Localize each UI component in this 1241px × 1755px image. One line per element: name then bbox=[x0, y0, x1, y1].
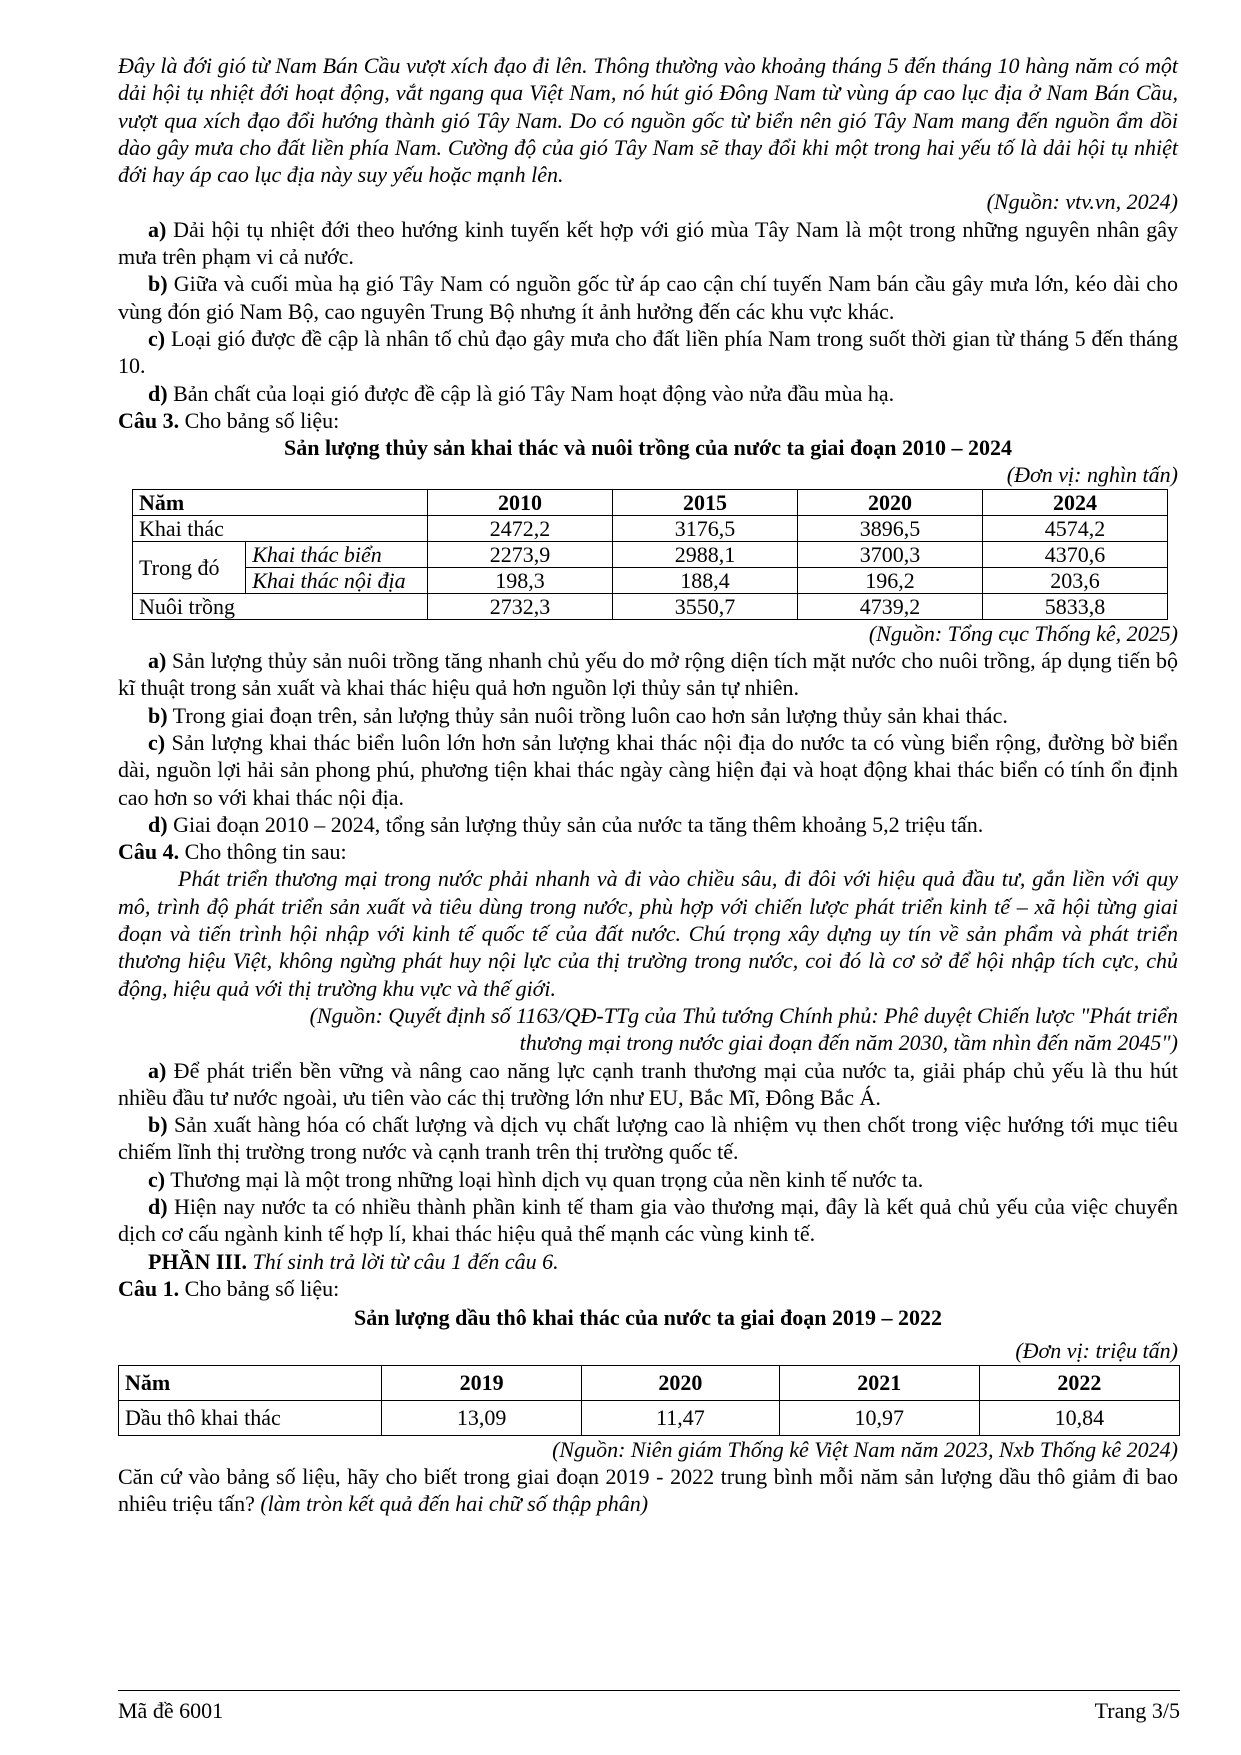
option-text: Giai đoạn 2010 – 2024, tổng sản lượng thủy sản của nước ta tăng thêm khoảng 5,2 triệu tấn. bbox=[167, 811, 984, 837]
table-cell: 3700,3 bbox=[798, 541, 983, 567]
table-cell: 2988,1 bbox=[613, 541, 798, 567]
table-cell: 2732,3 bbox=[428, 593, 613, 619]
p3q1-heading bbox=[118, 1275, 1178, 1302]
q3-unit: (Đơn vị: nghìn tấn) bbox=[1006, 462, 1178, 488]
table-row bbox=[133, 567, 1168, 593]
question-intro: Cho bảng số liệu: bbox=[179, 1275, 340, 1301]
exam-page bbox=[118, 52, 1178, 1518]
q3-option-d bbox=[118, 811, 1178, 838]
option-text: Dải hội tụ nhiệt đới theo hướng kinh tuyến kết hợp với gió mùa Tây Nam là một trong những nguyên nhân gây mưa trên phạm vi cả nước. bbox=[118, 216, 1178, 270]
table-cell: 13,09 bbox=[382, 1400, 582, 1435]
q3-source: (Nguồn: Tổng cục Thống kê, 2025) bbox=[868, 620, 1178, 646]
q4-option-d bbox=[118, 1193, 1178, 1248]
option-text: Sản lượng thủy sản nuôi trồng tăng nhanh chủ yếu do mở rộng diện tích mặt nước cho nuôi trồng, áp dụng tiến bộ kĩ thuật trong sản xuất và khai thác hiệu quả hơn nguồn lợi thủy sản tự nhiên. bbox=[118, 648, 1178, 701]
page-footer bbox=[118, 1698, 1180, 1724]
option-label: d) bbox=[148, 1193, 168, 1219]
q3-heading bbox=[118, 407, 1178, 434]
page-number: Trang 3/5 bbox=[1094, 1698, 1180, 1723]
table-cell: 5833,8 bbox=[983, 593, 1168, 619]
question-hint: (làm tròn kết quả đến hai chữ số thập phân) bbox=[254, 1491, 649, 1517]
q4-option-a bbox=[118, 1057, 1178, 1112]
question-text: Căn cứ vào bảng số liệu, hãy cho biết trong giai đoạn 2019 - 2022 trung bình mỗi năm sản lượng dầu thô giảm đi bao nhiêu triệu tấn? bbox=[118, 1464, 1178, 1517]
option-label: b) bbox=[148, 271, 168, 297]
part3-heading bbox=[118, 1248, 1178, 1275]
table-row bbox=[133, 515, 1168, 541]
option-text: Hiện nay nước ta có nhiều thành phần kinh tế tham gia vào thương mại, đây là kết quả chủ yếu của việc chuyển dịch cơ cấu ngành kinh tế hợp lí, khai thác hiệu quả thế mạnh các vùng kinh tế. bbox=[118, 1193, 1178, 1247]
option-text: Bản chất của loại gió được đề cập là gió Tây Nam hoạt động vào nửa đầu mùa hạ. bbox=[167, 380, 895, 406]
question-label: Câu 3. bbox=[118, 407, 180, 433]
table-row bbox=[133, 593, 1168, 619]
q2-option-a bbox=[118, 216, 1178, 271]
option-label: b) bbox=[148, 702, 168, 728]
table-cell: 4739,2 bbox=[798, 593, 983, 619]
table-cell: 3176,5 bbox=[613, 515, 798, 541]
question-intro: Cho thông tin sau: bbox=[179, 839, 347, 865]
table-cell: 196,2 bbox=[798, 567, 983, 593]
option-text: Thương mại là một trong những loại hình dịch vụ quan trọng của nền kinh tế nước ta. bbox=[165, 1166, 924, 1192]
option-label: d) bbox=[148, 380, 168, 406]
table-header-row bbox=[119, 1365, 1180, 1400]
table-cell: 10,97 bbox=[779, 1400, 979, 1435]
table-cell: 11,47 bbox=[582, 1400, 780, 1435]
q4-option-b bbox=[118, 1111, 1178, 1166]
table-cell: 3896,5 bbox=[798, 515, 983, 541]
option-label: c) bbox=[148, 729, 166, 755]
q2-passage: Đây là đới gió từ Nam Bán Cầu vượt xích đạo đi lên. Thông thường vào khoảng tháng 5 đến tháng 10 hàng năm có một dải hội tụ nhiệt đới hoạt động, vắt ngang qua Việt Nam, nó hút gió Đông Nam từ vùng áp cao lục địa ở Nam Bán Cầu, vượt qua xích đạo đổi hướng thành gió Tây Nam. Do có nguồn gốc từ biển nên gió Tây Nam mang đến nguồn ẩm dồi dào gây mưa cho đất liền phía Nam. Cường độ của gió Tây Nam sẽ thay đổi khi một trong hai yếu tố là dải hội tụ nhiệt đới hay áp cao lục địa này suy yếu hoặc mạnh lên. bbox=[118, 53, 1178, 188]
q3-table bbox=[132, 489, 1168, 620]
table-cell: 2273,9 bbox=[428, 541, 613, 567]
table-row-label: Khai thác biển bbox=[246, 541, 428, 567]
table-header-cell: Năm bbox=[133, 489, 428, 515]
p3q1-source: (Nguồn: Niên giám Thống kê Việt Nam năm 2023, Nxb Thống kê 2024) bbox=[552, 1436, 1178, 1462]
table-header-cell: 2021 bbox=[779, 1365, 979, 1400]
part-label: PHẦN III. bbox=[148, 1248, 248, 1274]
question-label: Câu 1. bbox=[118, 1275, 180, 1301]
p3q1-table-title: Sản lượng dầu thô khai thác của nước ta giai đoạn 2019 – 2022 bbox=[353, 1305, 943, 1331]
table-cell: 4370,6 bbox=[983, 541, 1168, 567]
q4-heading bbox=[118, 838, 1178, 865]
q4-source-line1: (Nguồn: Quyết định số 1163/QĐ-TTg của Thủ tướng Chính phủ: Phê duyệt Chiến lược "Phát triển bbox=[309, 1002, 1178, 1028]
question-intro: Cho bảng số liệu: bbox=[179, 407, 340, 433]
q3-option-a bbox=[118, 647, 1178, 702]
option-text: Trong giai đoạn trên, sản lượng thủy sản nuôi trồng luôn cao hơn sản lượng thủy sản khai thác. bbox=[167, 702, 1008, 728]
option-text: Giữa và cuối mùa hạ gió Tây Nam có nguồn gốc từ áp cao cận chí tuyến Nam bán cầu gây mưa lớn, kéo dài cho vùng đón gió Nam Bộ, cao nguyên Trung Bộ nhưng ít ảnh hưởng đến các khu vực khác. bbox=[118, 271, 1178, 324]
table-header-cell: 2024 bbox=[983, 489, 1168, 515]
option-label: a) bbox=[148, 216, 167, 242]
table-cell: 203,6 bbox=[983, 567, 1168, 593]
q3-option-b bbox=[118, 702, 1178, 729]
option-label: c) bbox=[148, 325, 166, 351]
option-text: Để phát triển bền vững và nâng cao năng lực cạnh tranh thương mại của nước ta, giải pháp chủ yếu là thu hút nhiều đầu tư nước ngoài, ưu tiên vào các thị trường lớn như EU, Bắc Mĩ, Đông Bắc Á. bbox=[118, 1057, 1178, 1110]
part-instruction: Thí sinh trả lời từ câu 1 đến câu 6. bbox=[247, 1248, 559, 1274]
table-row-label: Nuôi trồng bbox=[133, 593, 428, 619]
table-header-cell: 2019 bbox=[382, 1365, 582, 1400]
table-cell: 10,84 bbox=[979, 1400, 1179, 1435]
exam-code: Mã đề 6001 bbox=[118, 1698, 224, 1723]
option-text: Sản lượng khai thác biển luôn lớn hơn sản lượng khai thác nội địa do nước ta có vùng biển rộng, đường bờ biển dài, nguồn lợi hải sản phong phú, phương tiện khai thác ngày càng hiện đại và hoạt động khai thác biển có tính ổn định cao hơn so với khai thác nội địa. bbox=[118, 729, 1178, 810]
table-row bbox=[119, 1400, 1180, 1435]
option-text: Sản xuất hàng hóa có chất lượng và dịch vụ chất lượng cao là nhiệm vụ then chốt trong việc hướng tới mục tiêu chiếm lĩnh thị trường trong nước và cạnh tranh trên thị trường quốc tế. bbox=[118, 1112, 1178, 1165]
table-row-label: Khai thác nội địa bbox=[246, 567, 428, 593]
table-group-label: Trong đó bbox=[133, 541, 246, 593]
footer-divider bbox=[118, 1690, 1180, 1691]
q4-passage: Phát triển thương mại trong nước phải nhanh và đi vào chiều sâu, đi đôi với hiệu quả đầu tư, gắn liền với quy mô, trình độ phát triển sản xuất và tiêu dùng trong nước, phù hợp với chiến lược phát triển kinh tế – xã hội từng giai đoạn và tiến trình hội nhập với kinh tế quốc tế của đất nước. Chú trọng xây dựng uy tín về sản phẩm và phát triển thương hiệu Việt, không ngừng phát huy nội lực của thị trường trong nước, coi đó là cơ sở để hội nhập tích cực, chủ động, hiệu quả với thị trường khu vực và thế giới. bbox=[118, 866, 1178, 1001]
table-cell: 198,3 bbox=[428, 567, 613, 593]
table-cell: 188,4 bbox=[613, 567, 798, 593]
table-header-cell: 2010 bbox=[428, 489, 613, 515]
option-label: a) bbox=[148, 1057, 167, 1083]
q4-option-c bbox=[118, 1166, 1178, 1193]
p3q1-unit: (Đơn vị: triệu tấn) bbox=[1015, 1338, 1178, 1364]
p3q1-table bbox=[118, 1365, 1180, 1436]
table-header-cell: 2015 bbox=[613, 489, 798, 515]
table-cell: 2472,2 bbox=[428, 515, 613, 541]
q2-source: (Nguồn: vtv.vn, 2024) bbox=[986, 189, 1178, 215]
question-label: Câu 4. bbox=[118, 839, 180, 865]
table-row-label: Dầu thô khai thác bbox=[119, 1400, 382, 1435]
table-header-cell: 2022 bbox=[979, 1365, 1179, 1400]
option-text: Loại gió được đề cập là nhân tố chủ đạo gây mưa cho đất liền phía Nam trong suốt thời gian từ tháng 5 đến tháng 10. bbox=[118, 325, 1178, 379]
q2-option-d bbox=[118, 380, 1178, 407]
q3-table-title: Sản lượng thủy sản khai thác và nuôi trồng của nước ta giai đoạn 2010 – 2024 bbox=[283, 435, 1013, 461]
table-header-cell: 2020 bbox=[582, 1365, 780, 1400]
q2-option-c bbox=[118, 325, 1178, 380]
option-label: d) bbox=[148, 811, 168, 837]
table-header-cell: Năm bbox=[119, 1365, 382, 1400]
option-label: a) bbox=[148, 648, 167, 674]
p3q1-question bbox=[118, 1463, 1178, 1518]
q3-option-c bbox=[118, 729, 1178, 811]
q4-source-line2: thương mại trong nước giai đoạn đến năm 2030, tầm nhìn đến năm 2045") bbox=[519, 1030, 1178, 1056]
table-row-label: Khai thác bbox=[133, 515, 428, 541]
table-header-row bbox=[133, 489, 1168, 515]
table-row bbox=[133, 541, 1168, 567]
option-label: c) bbox=[148, 1166, 166, 1192]
option-label: b) bbox=[148, 1112, 168, 1138]
table-header-cell: 2020 bbox=[798, 489, 983, 515]
table-cell: 4574,2 bbox=[983, 515, 1168, 541]
table-cell: 3550,7 bbox=[613, 593, 798, 619]
q2-option-b bbox=[118, 270, 1178, 325]
